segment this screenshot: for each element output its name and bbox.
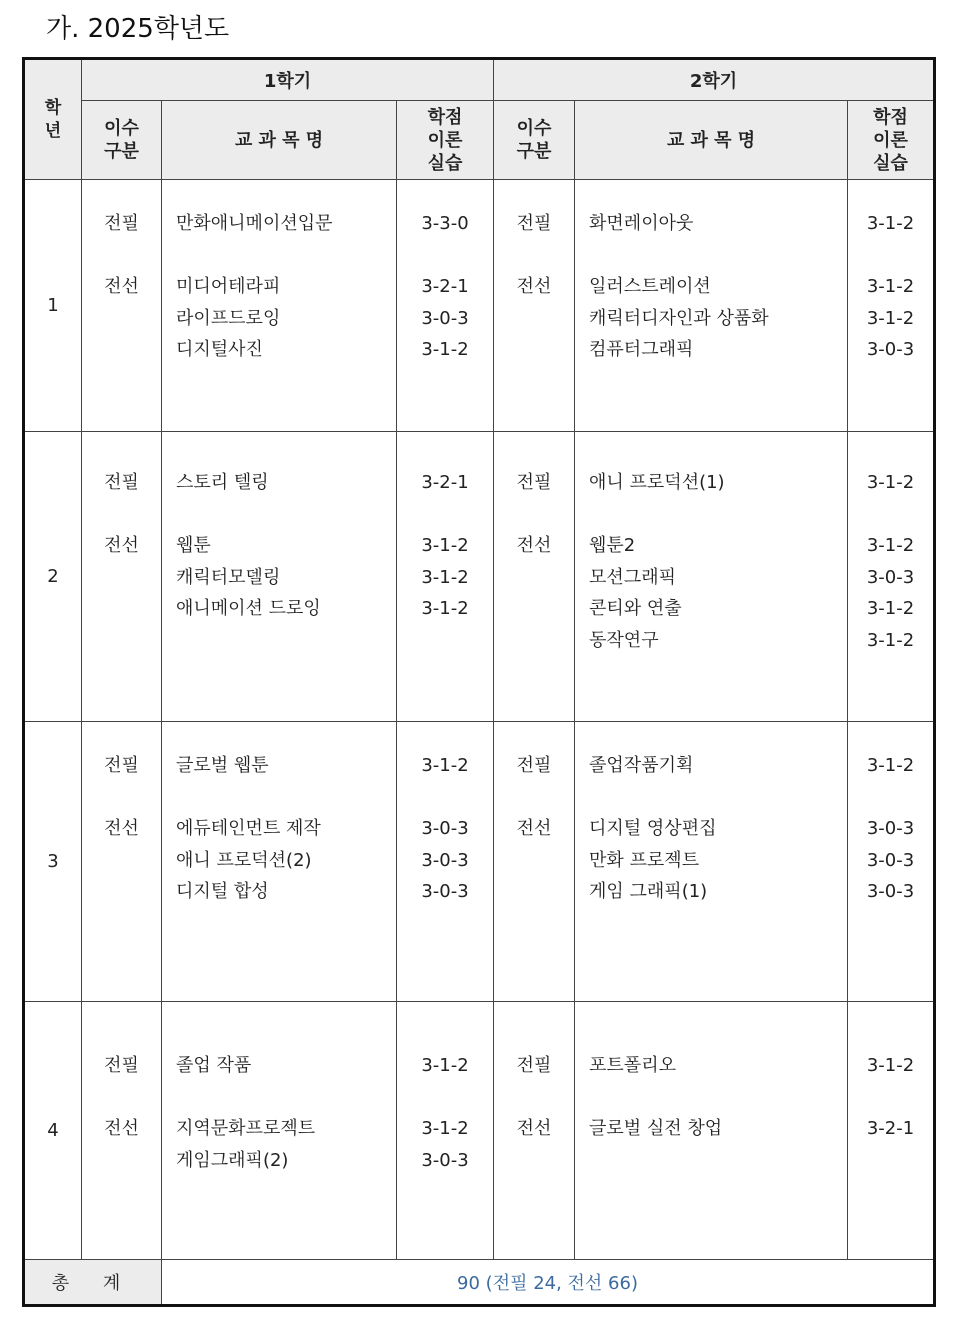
- course-type: [494, 625, 574, 657]
- course-name: 컴퓨터그래픽: [589, 339, 694, 360]
- s1-credit-cell: [397, 1002, 494, 1260]
- course-name: 디지털 합성: [176, 881, 269, 902]
- course-credit: 3-1-2: [866, 213, 915, 234]
- course-type: [494, 334, 574, 366]
- course-type: 전필: [516, 755, 552, 776]
- course-type: [82, 334, 161, 366]
- course-credit: 3-2-1: [866, 1118, 915, 1139]
- course-credit: 3-1-2: [421, 755, 469, 776]
- course-type: 전선: [104, 535, 139, 556]
- type-header-s1: 이수 구분: [82, 101, 162, 180]
- course-name: 캐릭터디자인과 상품화: [589, 307, 769, 329]
- grade-header-label: 학 년: [44, 97, 62, 141]
- course-credit: 3-2-1: [421, 472, 469, 493]
- course-type: 전필: [104, 1055, 139, 1076]
- course-type: 전선: [516, 818, 552, 839]
- s2-type-cell: [494, 1002, 575, 1260]
- course-name: 졸업작품기획: [589, 755, 694, 776]
- course-type: 전필: [104, 213, 139, 234]
- course-type: 전필: [516, 213, 552, 234]
- total-label: 총 계: [24, 1260, 162, 1306]
- s1-type-cell: [82, 722, 162, 1002]
- course-credit: 3-1-2: [866, 629, 915, 651]
- course-credit: 3-1-2: [866, 276, 915, 297]
- grade-cell: 2: [24, 432, 82, 722]
- course-name: 콘티와 연출: [589, 598, 682, 619]
- course-credit: 3-0-3: [866, 566, 915, 588]
- s2-name-cell: [575, 1002, 848, 1260]
- course-type: [494, 593, 574, 625]
- course-credit: 3-1-2: [866, 472, 915, 493]
- course-credit: 3-1-2: [421, 566, 469, 588]
- grade-row: [24, 722, 935, 1002]
- course-name: 스토리 텔링: [176, 472, 269, 493]
- s2-credit-cell: [848, 432, 935, 722]
- course-credit: 3-0-3: [866, 849, 915, 871]
- course-name: 동작연구: [589, 629, 659, 651]
- name-header-s2: 교 과 목 명: [575, 101, 848, 180]
- course-name: 만화 프로젝트: [589, 849, 700, 871]
- course-name: 에듀테인먼트 제작: [176, 818, 321, 839]
- course-name: 게임 그래픽(1): [589, 881, 708, 902]
- name-header-s1: 교 과 목 명: [162, 101, 397, 180]
- course-type: 전선: [104, 1118, 139, 1139]
- type-header-s2: 이수 구분: [494, 101, 575, 180]
- course-credit: 3-0-3: [421, 1149, 469, 1171]
- grade-row: [24, 180, 935, 432]
- s1-type-cell: [82, 180, 162, 432]
- s2-name-cell: [575, 722, 848, 1002]
- course-name: 글로벌 실전 창업: [589, 1118, 723, 1139]
- s2-type-cell: [494, 432, 575, 722]
- curriculum-table: [22, 57, 936, 1307]
- s1-credit-cell: [397, 432, 494, 722]
- s1-type-cell: [82, 432, 162, 722]
- s1-name-cell: [162, 1002, 397, 1260]
- course-type: 전선: [104, 818, 139, 839]
- grade-cell: 1: [24, 180, 82, 432]
- course-type: 전선: [516, 1118, 552, 1139]
- credit-header-s2: 학점 이론 실습: [848, 101, 935, 180]
- course-type: [494, 845, 574, 877]
- semester-1-header: 1학기: [82, 59, 494, 101]
- course-name: 일러스트레이션: [589, 276, 711, 297]
- course-credit: 3-1-2: [866, 535, 915, 556]
- s1-type-cell: [82, 1002, 162, 1260]
- course-name: 캐릭터모델링: [176, 566, 281, 588]
- s2-type-cell: [494, 722, 575, 1002]
- course-credit: 3-0-3: [421, 818, 469, 839]
- course-credit: 3-1-2: [421, 1118, 469, 1139]
- s2-name-cell: [575, 432, 848, 722]
- course-credit: 3-1-2: [866, 307, 915, 329]
- page-title: 가. 2025학년도: [46, 14, 230, 44]
- course-credit: 3-3-0: [421, 213, 469, 234]
- semester-2-header: 2학기: [494, 59, 935, 101]
- course-credit: 3-1-2: [421, 339, 469, 360]
- course-type: 전필: [516, 1055, 552, 1076]
- course-name: 웹툰2: [589, 535, 636, 556]
- course-type: 전필: [104, 755, 139, 776]
- course-type: [82, 562, 161, 594]
- course-type: [494, 876, 574, 908]
- course-credit: 3-0-3: [421, 307, 469, 329]
- s2-type-cell: [494, 180, 575, 432]
- course-type: [82, 1145, 161, 1177]
- course-credit: 3-1-2: [421, 598, 469, 619]
- course-credit: 3-2-1: [421, 276, 469, 297]
- s1-credit-cell: [397, 180, 494, 432]
- s2-name-cell: [575, 180, 848, 432]
- course-type: 전필: [516, 472, 552, 493]
- total-value: 90 (전필 24, 전선 66): [162, 1260, 935, 1306]
- grade-cell: 3: [24, 722, 82, 1002]
- course-name: 애니 프로덕션(2): [176, 849, 312, 871]
- s2-credit-cell: [848, 722, 935, 1002]
- s1-credit-cell: [397, 722, 494, 1002]
- s2-credit-cell: [848, 1002, 935, 1260]
- course-name: 웹툰: [176, 535, 211, 556]
- course-credit: 3-0-3: [866, 818, 915, 839]
- course-name: 글로벌 웹툰: [176, 755, 269, 776]
- course-type: [82, 876, 161, 908]
- course-name: 디지털사진: [176, 339, 263, 360]
- course-name: 화면레이아웃: [589, 213, 694, 234]
- course-type: 전필: [104, 472, 139, 493]
- course-type: [82, 303, 161, 335]
- course-name: 포트폴리오: [589, 1055, 676, 1076]
- course-name: 만화애니메이션입문: [176, 213, 333, 234]
- course-credit: 3-0-3: [421, 849, 469, 871]
- course-name: 애니메이션 드로잉: [176, 598, 321, 619]
- course-type: [82, 593, 161, 625]
- s1-name-cell: [162, 432, 397, 722]
- s1-name-cell: [162, 722, 397, 1002]
- s2-credit-cell: [848, 180, 935, 432]
- course-name: 라이프드로잉: [176, 307, 281, 329]
- course-name: 미디어테라피: [176, 276, 281, 297]
- course-credit: 3-1-2: [866, 598, 915, 619]
- course-name: 디지털 영상편집: [589, 818, 717, 839]
- course-credit: 3-0-3: [421, 881, 469, 902]
- course-name: 게임그래픽(2): [176, 1149, 289, 1171]
- course-credit: 3-0-3: [866, 881, 915, 902]
- grade-header: [24, 59, 82, 180]
- course-type: 전선: [516, 535, 552, 556]
- course-type: [494, 562, 574, 594]
- course-type: [494, 303, 574, 335]
- course-name: 모션그래픽: [589, 566, 676, 588]
- course-name: 지역문화프로젝트: [176, 1118, 316, 1139]
- course-credit: 3-0-3: [866, 339, 915, 360]
- course-credit: 3-1-2: [866, 755, 915, 776]
- course-type: 전선: [516, 276, 552, 297]
- s1-name-cell: [162, 180, 397, 432]
- grade-cell: 4: [24, 1002, 82, 1260]
- course-credit: 3-1-2: [866, 1055, 915, 1076]
- grade-row: [24, 432, 935, 722]
- course-type: 전선: [104, 276, 139, 297]
- course-name: 애니 프로덕션(1): [589, 472, 725, 493]
- course-name: 졸업 작품: [176, 1055, 252, 1076]
- course-credit: 3-1-2: [421, 1055, 469, 1076]
- grade-row: [24, 1002, 935, 1260]
- course-type: [82, 845, 161, 877]
- credit-header-s1: 학점 이론 실습: [397, 101, 494, 180]
- course-credit: 3-1-2: [421, 535, 469, 556]
